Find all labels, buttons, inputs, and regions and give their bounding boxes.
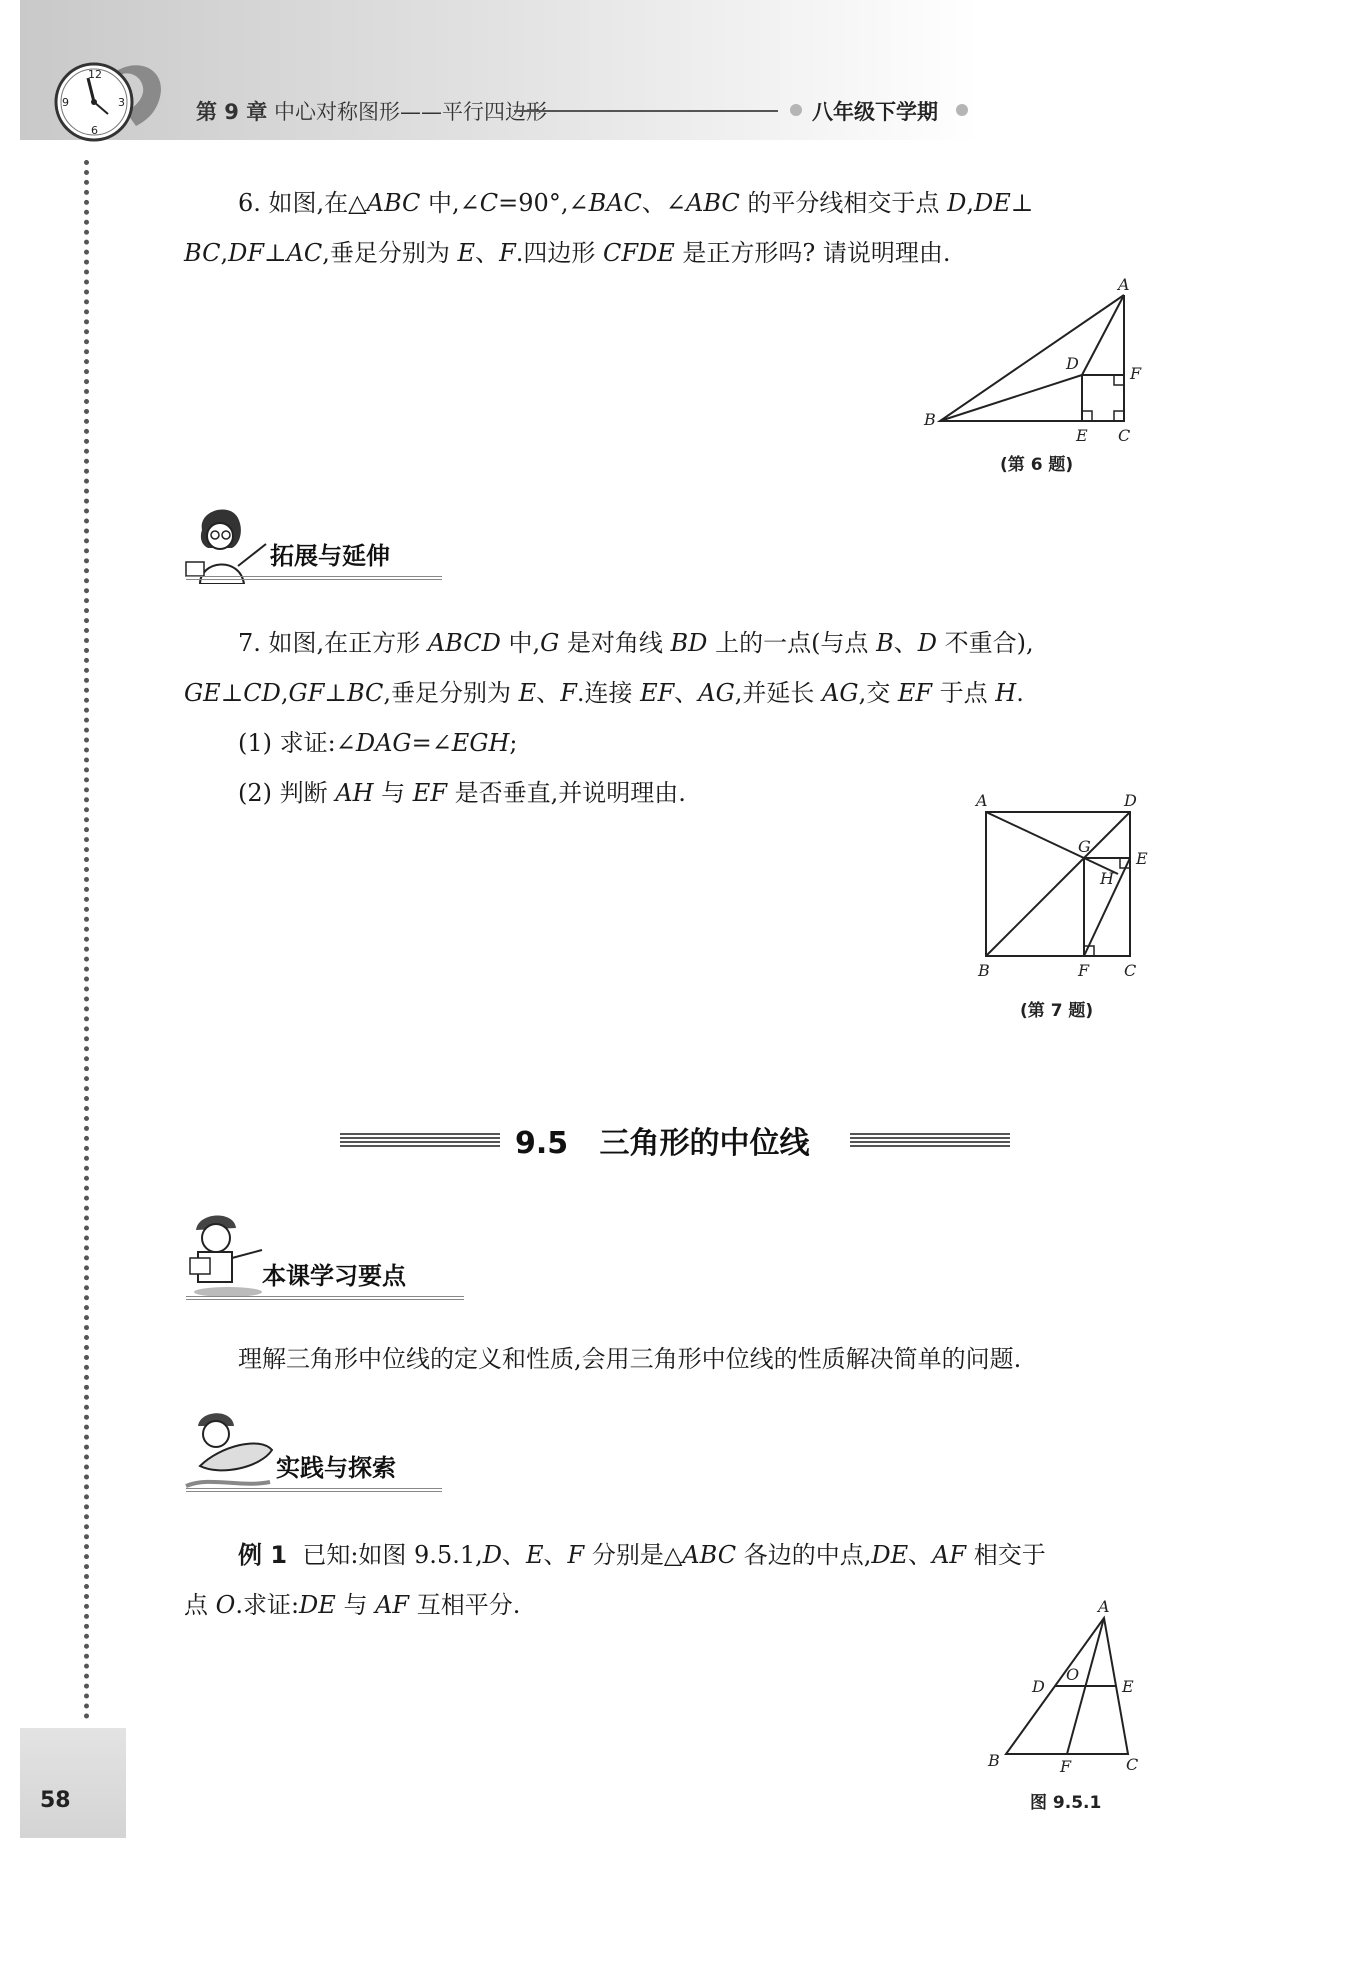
math-var: D xyxy=(947,189,967,217)
math-var: F xyxy=(560,679,577,707)
problem6-text: =90°,∠ xyxy=(498,189,589,217)
grade-dot-right xyxy=(956,104,968,116)
math-var: BD xyxy=(670,629,708,657)
label-h: H xyxy=(1100,869,1114,888)
problem6-text: 的平分线相交于点 xyxy=(739,189,948,217)
problem7-text: ⊥ xyxy=(220,679,244,707)
grade-dot-left xyxy=(790,104,802,116)
example1-text: 互相平分. xyxy=(409,1591,521,1619)
example1-text: 点 xyxy=(184,1591,216,1619)
problem7-caption: (第 7 题) xyxy=(1020,1001,1094,1021)
example1-text: 、 xyxy=(908,1541,933,1569)
problem7-text: . xyxy=(1016,679,1024,707)
problem7-number: 7. xyxy=(238,629,261,657)
clock-icon xyxy=(48,52,168,144)
math-var: ABCD xyxy=(427,629,501,657)
math-var: ABC xyxy=(366,189,421,217)
math-var: AF xyxy=(932,1541,967,1569)
math-var: DAG xyxy=(355,729,412,757)
math-var: BAC xyxy=(588,189,642,217)
example1-label: 例 1 xyxy=(238,1541,288,1569)
problem7-line2 xyxy=(184,668,1024,718)
clock-numeral-6: 6 xyxy=(91,124,98,137)
math-var: CFDE xyxy=(603,239,675,267)
math-var: DE xyxy=(871,1541,909,1569)
problem6-text: .四边形 xyxy=(515,239,603,267)
example1-text: 、 xyxy=(502,1541,526,1569)
section-extend-underline xyxy=(186,576,442,580)
problem6-text: 中,∠ xyxy=(420,189,480,217)
problem7-text: 与 xyxy=(373,779,413,807)
problem7-text: 是否垂直,并说明理由. xyxy=(446,779,686,807)
bisector-b xyxy=(940,375,1082,421)
problem7-text: (1) 求证:∠ xyxy=(238,729,356,757)
math-var: BC xyxy=(346,679,384,707)
example1-text: 与 xyxy=(335,1591,376,1619)
problem7-text: 、 xyxy=(674,679,699,707)
header-rule xyxy=(514,110,778,112)
segment-ag xyxy=(986,812,1084,858)
label-e: E xyxy=(1076,426,1088,445)
problem7-text: 、 xyxy=(536,679,561,707)
math-var: DE xyxy=(973,189,1011,217)
example1-line2 xyxy=(184,1580,520,1630)
teacher-mascot-icon xyxy=(180,500,270,584)
math-var: CD xyxy=(243,679,281,707)
problem7-text: (2) 判断 xyxy=(238,779,336,807)
label-o: O xyxy=(1066,1665,1080,1684)
bisector-a xyxy=(1082,295,1124,375)
clock-numeral-12: 12 xyxy=(88,68,102,81)
math-var: AF xyxy=(375,1591,410,1619)
label-d: D xyxy=(1124,791,1137,810)
problem7-text: 、 xyxy=(893,629,918,657)
clock-numeral-3: 3 xyxy=(118,96,125,109)
math-var: B xyxy=(876,629,894,657)
problem6-number: 6. xyxy=(238,189,261,217)
surfer-mascot-icon xyxy=(180,1406,276,1496)
label-e: E xyxy=(1122,1677,1134,1696)
label-f: F xyxy=(1060,1757,1072,1774)
problem7-sub1 xyxy=(238,718,518,768)
problem6-text: 是正方形吗? 请说明理由. xyxy=(674,239,951,267)
problem7-text: ,并延长 xyxy=(734,679,823,707)
problem7-text: , xyxy=(280,679,289,707)
label-c: C xyxy=(1124,961,1137,980)
label-b: B xyxy=(988,1751,1000,1770)
problem7-line1 xyxy=(238,618,1034,668)
math-var: AG xyxy=(822,679,859,707)
label-a: A xyxy=(1098,1597,1110,1616)
math-var: EGH xyxy=(451,729,510,757)
example1-text: 各边的中点, xyxy=(736,1541,872,1569)
right-angle-e xyxy=(1082,411,1092,421)
keypoints-text: 理解三角形中位线的定义和性质,会用三角形中位线的性质解决简单的问题. xyxy=(238,1345,1022,1373)
math-var: D xyxy=(482,1541,502,1569)
label-a: A xyxy=(976,791,988,810)
problem7-figure xyxy=(960,790,1160,990)
section-title-text: 三角形的中位线 xyxy=(599,1126,810,1161)
section-extend-label: 拓展与延伸 xyxy=(270,542,390,570)
math-var: DE xyxy=(299,1591,336,1619)
math-var: H xyxy=(995,679,1017,707)
label-b: B xyxy=(978,961,990,980)
section-title-left-bars xyxy=(340,1133,500,1147)
math-var: AH xyxy=(335,779,374,807)
problem6-line2 xyxy=(184,228,951,278)
label-e: E xyxy=(1136,849,1148,868)
page-number: 58 xyxy=(40,1788,71,1813)
example1-text: 相交于 xyxy=(966,1541,1046,1569)
problem6-text: 、 xyxy=(475,239,500,267)
problem7-text: 是对角线 xyxy=(559,629,671,657)
label-b: B xyxy=(924,410,936,429)
problem6-line1 xyxy=(238,178,1033,228)
example1-caption: 图 9.5.1 xyxy=(1030,1793,1102,1813)
problem6-text: ,垂足分别为 xyxy=(322,239,458,267)
problem7-text: 于点 xyxy=(932,679,996,707)
grade-label: 八年级下学期 xyxy=(812,100,938,124)
math-var: ABC xyxy=(686,189,740,217)
problem7-text: .连接 xyxy=(576,679,641,707)
section-practice-label: 实践与探索 xyxy=(276,1454,396,1482)
section-keypoints-label: 本课学习要点 xyxy=(262,1262,406,1290)
math-var: F xyxy=(567,1541,585,1569)
problem6-text: , xyxy=(220,239,229,267)
problem7-text: 不重合), xyxy=(936,629,1034,657)
math-var: G xyxy=(540,629,560,657)
problem7-text: ,垂足分别为 xyxy=(383,679,519,707)
problem6-figure xyxy=(910,275,1170,455)
label-f: F xyxy=(1078,961,1090,980)
label-a: A xyxy=(1118,275,1130,294)
problem6-text: ⊥ xyxy=(264,239,287,267)
example1-text: 分别是△ xyxy=(584,1541,683,1569)
math-var: EF xyxy=(640,679,675,707)
math-var: F xyxy=(499,239,516,267)
problem6-text: , xyxy=(966,189,974,217)
right-angle-f xyxy=(1114,375,1124,385)
clock-numeral-9: 9 xyxy=(62,96,69,109)
math-var: EF xyxy=(412,779,447,807)
problem6-text: 、∠ xyxy=(641,189,687,217)
problem6-text: ⊥ xyxy=(1010,189,1034,217)
math-var: ABC xyxy=(682,1541,737,1569)
math-var: E xyxy=(457,239,476,267)
problem7-text: 上的一点(与点 xyxy=(707,629,877,657)
problem7-text: ,交 xyxy=(858,679,898,707)
student-mascot-icon xyxy=(176,1206,268,1298)
section-title-right-bars xyxy=(850,1133,1010,1147)
math-var: C xyxy=(479,189,499,217)
math-var: GF xyxy=(288,679,325,707)
problem7-text: ; xyxy=(509,729,518,757)
example1-text: .求证: xyxy=(235,1591,300,1619)
math-var: E xyxy=(526,1541,544,1569)
page-number-box xyxy=(20,1728,126,1838)
section-keypoints-underline xyxy=(186,1296,464,1300)
example1-line1 xyxy=(238,1530,1046,1580)
example1-text: 、 xyxy=(543,1541,568,1569)
label-d: D xyxy=(1032,1677,1045,1696)
math-var: O xyxy=(215,1591,236,1619)
math-var: E xyxy=(518,679,537,707)
problem7-sub2 xyxy=(238,768,686,818)
section-title xyxy=(515,1118,810,1162)
example1-text: 已知:如图 9.5.1, xyxy=(302,1541,483,1569)
chapter-title: 中心对称图形——平行四边形 xyxy=(274,100,547,124)
section-practice-underline xyxy=(186,1488,442,1492)
problem6-caption: (第 6 题) xyxy=(1000,455,1074,475)
math-var: D xyxy=(917,629,937,657)
label-d: D xyxy=(1066,354,1079,373)
label-g: G xyxy=(1078,837,1091,856)
math-var: EF xyxy=(897,679,933,707)
right-angle-c xyxy=(1114,411,1124,421)
math-var: AG xyxy=(698,679,735,707)
dotted-margin xyxy=(84,160,89,1720)
problem7-text: =∠ xyxy=(411,729,452,757)
label-f: F xyxy=(1130,364,1142,383)
section-number: 9.5 xyxy=(515,1126,569,1161)
label-c: C xyxy=(1126,1755,1139,1774)
math-var: AC xyxy=(286,239,323,267)
label-c: C xyxy=(1118,426,1131,445)
problem7-text: 如图,在正方形 xyxy=(268,629,428,657)
example1-figure xyxy=(976,1594,1156,1774)
triangle-abc xyxy=(940,295,1124,421)
problem6-text: 如图,在△ xyxy=(268,189,367,217)
chapter-label: 第 9 章 xyxy=(196,100,268,124)
math-var: DF xyxy=(228,239,264,267)
math-var: BC xyxy=(184,239,221,267)
problem7-text: 中, xyxy=(500,629,541,657)
problem7-text: ⊥ xyxy=(324,679,347,707)
math-var: GE xyxy=(184,679,221,707)
